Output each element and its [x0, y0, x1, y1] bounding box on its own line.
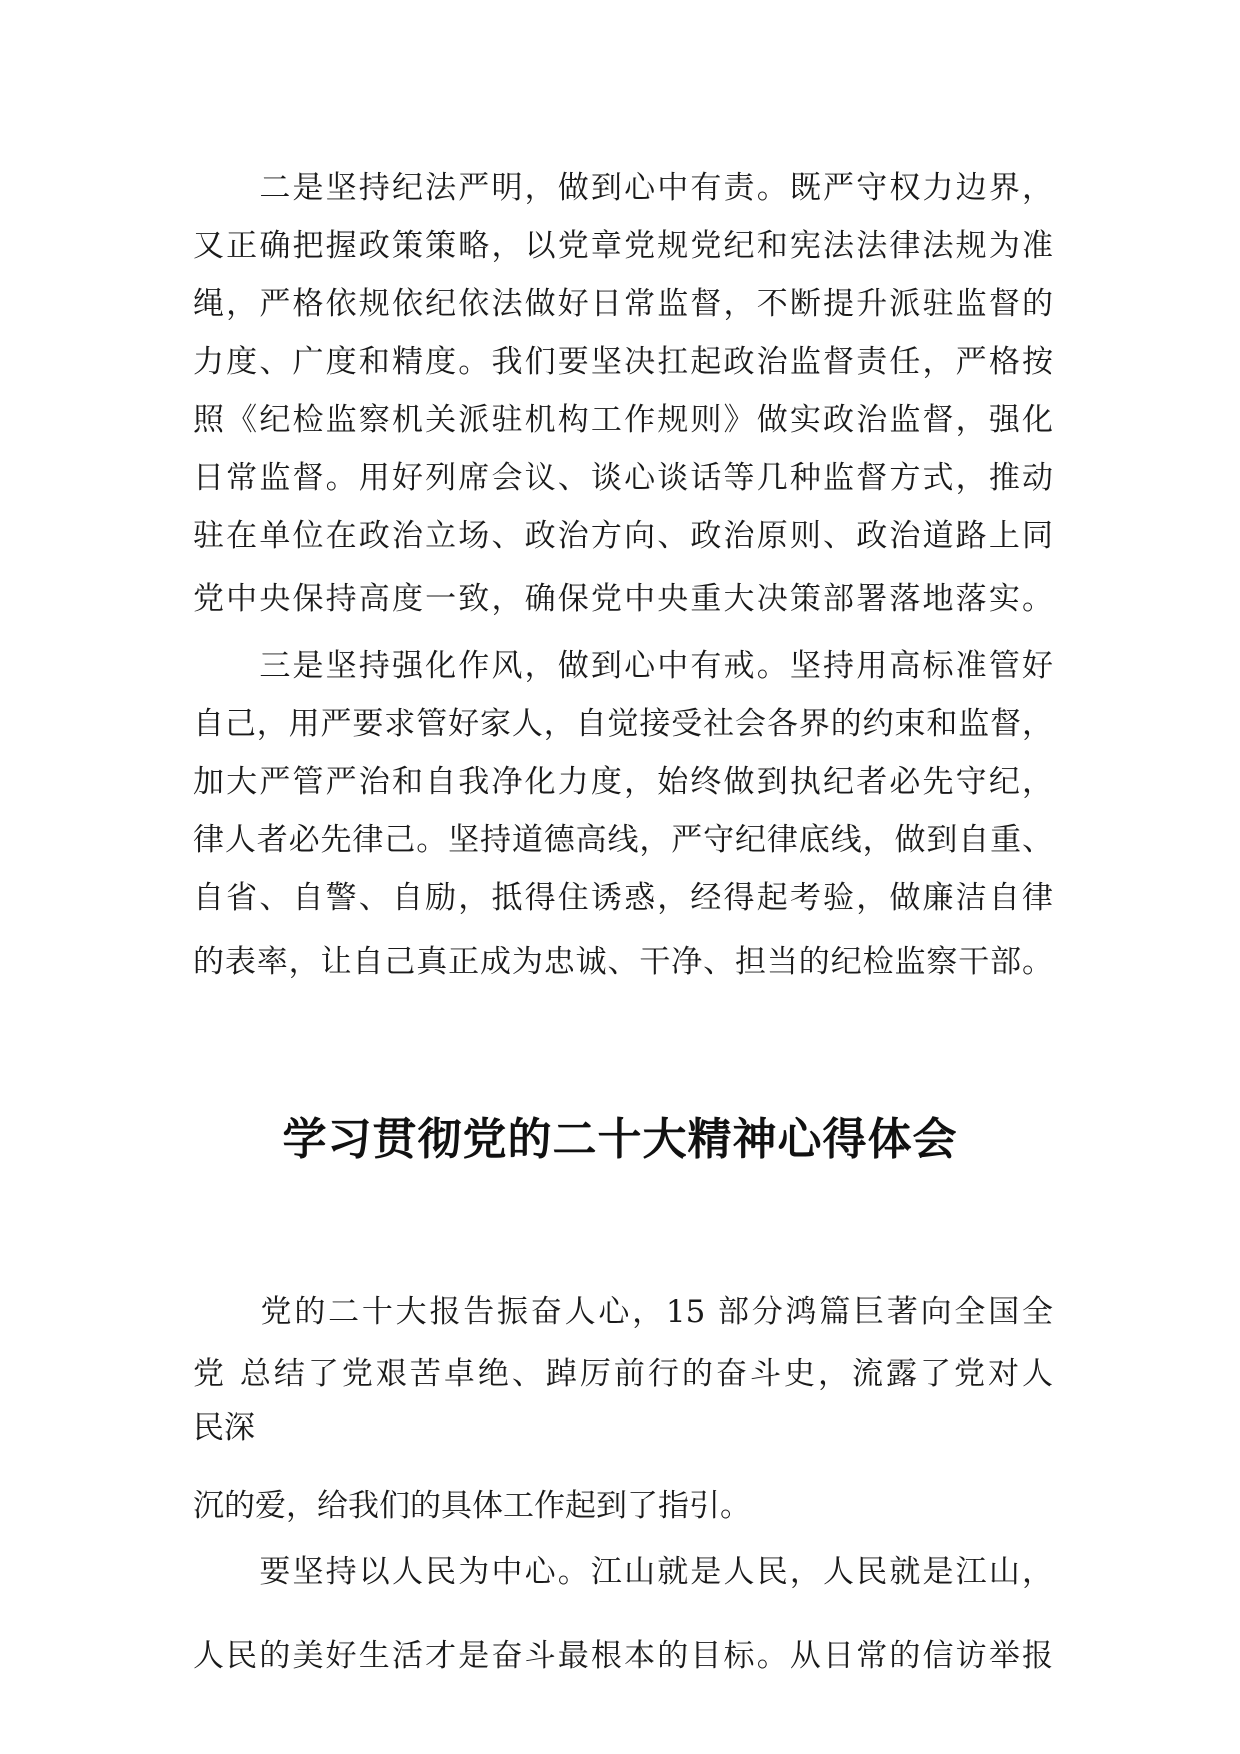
- text-line: 党 总结了党艰苦卓绝、踔厉前行的奋斗史，流露了党对人: [193, 1356, 1053, 1392]
- text-line: 日常监督。用好列席会议、谈心谈话等几种监督方式，推动: [193, 460, 1053, 496]
- text-line: 又正确把握政策策略，以党章党规党纪和宪法法律法规为准: [193, 228, 1053, 264]
- text-line: 要坚持以人民为中心。江山就是人民，人民就是江山，: [193, 1554, 1053, 1590]
- text-line: 驻在单位在政治立场、政治方向、政治原则、政治道路上同: [193, 518, 1053, 554]
- text-line: 律人者必先律己。坚持道德高线，严守纪律底线，做到自重、: [193, 822, 1053, 858]
- text-line: 党中央保持高度一致，确保党中央重大决策部署落地落实。: [193, 581, 1053, 617]
- text-line: 自省、自警、自励，抵得住诱惑，经得起考验，做廉洁自律: [193, 880, 1053, 916]
- text-line: 三是坚持强化作风，做到心中有戒。坚持用高标准管好: [193, 648, 1053, 684]
- text-line: 二是坚持纪法严明，做到心中有责。既严守权力边界，: [193, 170, 1053, 206]
- text-line: 人民的美好生活才是奋斗最根本的目标。从日常的信访举报: [193, 1638, 1053, 1674]
- text-line: 照《纪检监察机关派驻机构工作规则》做实政治监督，强化: [193, 402, 1053, 438]
- article-title: 学习贯彻党的二十大精神心得体会: [282, 1114, 958, 1165]
- text-line: 党的二十大报告振奋人心，15 部分鸿篇巨著向全国全: [193, 1294, 1053, 1330]
- text-line: 绳，严格依规依纪依法做好日常监督，不断提升派驻监督的: [193, 286, 1053, 322]
- text-line: 沉的爱，给我们的具体工作起到了指引。: [193, 1488, 751, 1524]
- text-line: 力度、广度和精度。我们要坚决扛起政治监督责任，严格按: [193, 344, 1053, 380]
- text-line: 民深: [193, 1410, 255, 1446]
- text-line: 加大严管严治和自我净化力度，始终做到执纪者必先守纪，: [193, 764, 1053, 800]
- text-line: 的表率，让自己真正成为忠诚、干净、担当的纪检监察干部。: [193, 944, 1053, 980]
- text-line: 自己，用严要求管好家人，自觉接受社会各界的约束和监督，: [193, 706, 1053, 742]
